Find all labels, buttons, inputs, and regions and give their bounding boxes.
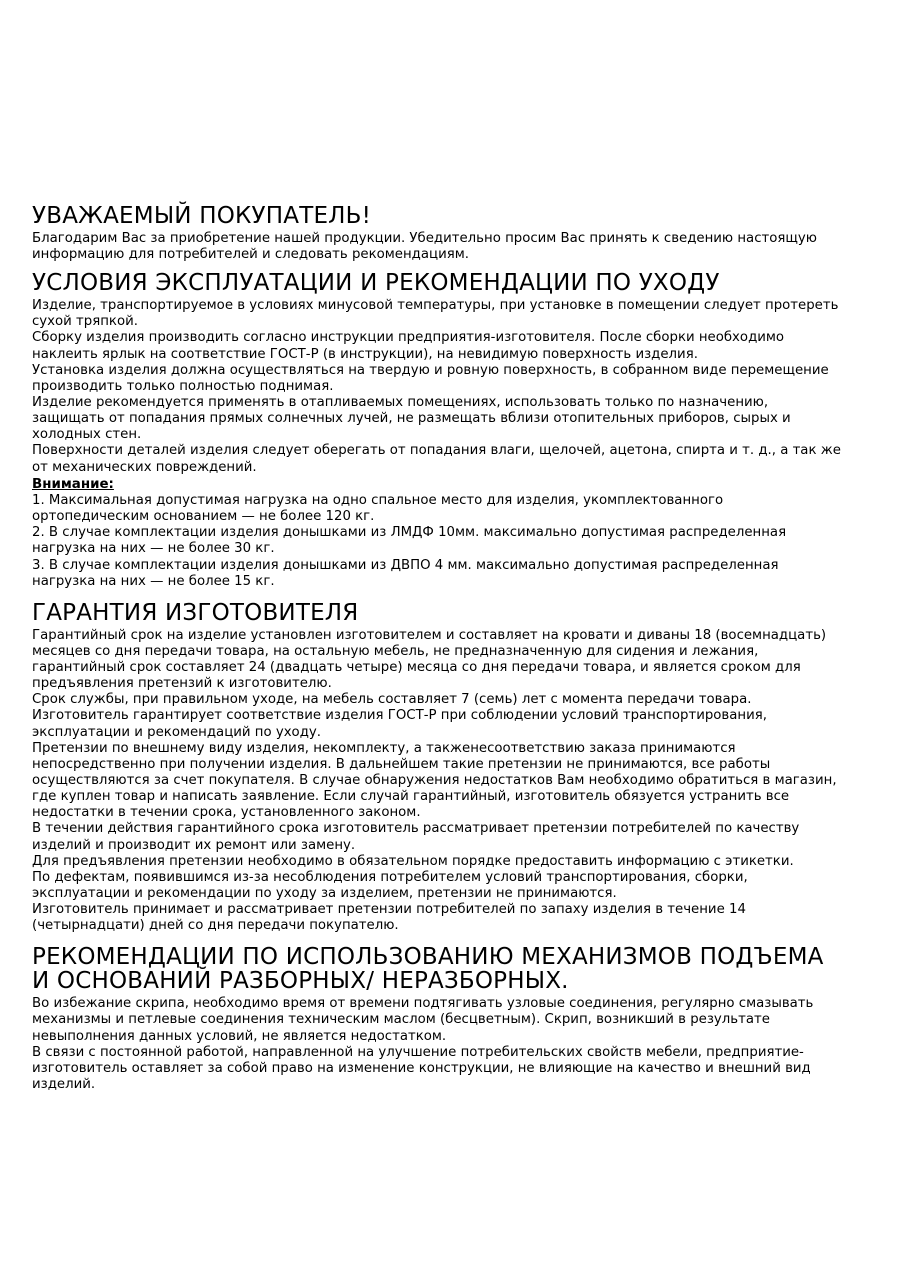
attention-item: 3. В случае комплектации изделия донышками из ДВПО 4 мм. максимально допустимая распределенная нагрузка на них — не более 15 кг.: [32, 557, 779, 589]
section-usage-heading: УСЛОВИЯ ЭКСПЛУАТАЦИИ И РЕКОМЕНДАЦИИ ПО УХОДУ: [32, 270, 720, 297]
section-warranty-heading: ГАРАНТИЯ ИЗГОТОВИТЕЛЯ: [32, 599, 359, 626]
section-warranty-paragraph: В течении действия гарантийного срока изготовитель рассматривает претензии потребителей по качеству изделий и производит их ремонт или замену.: [32, 821, 800, 853]
section-usage-paragraph: Поверхности деталей изделия следует оберегать от попадания влаги, щелочей, ацетона, спирта и т. д., а так же от механических повреждений.: [32, 443, 841, 475]
section-warranty-paragraph: Гарантийный срок на изделие установлен изготовителем и составляет на кровати и диваны 18 (восемнадцать) месяцев со дня передачи товара, на остальную мебель, не предназначенную для сидения и лежания, гарантийный срок составляет 24 (двадцать четыре) месяца со дня передачи товара, и является сроком для предъявления претензий к изготовителю.: [32, 627, 827, 692]
attention-label: Внимание:: [32, 476, 114, 492]
attention-item: 1. Максимальная допустимая нагрузка на одно спальное место для изделия, укомплектованного ортопедическим основанием — не более 120 кг.: [32, 492, 724, 525]
section-warranty-paragraph: Изготовитель принимает и рассматривает претензии потребителей по запаху изделия в течение 14 (четырнадцати) дней со дня передачи покупателю.: [32, 902, 746, 934]
section-greeting: [32, 205, 842, 263]
section-warranty-paragraph: По дефектам, появившимся из-за несоблюдения потребителем условий транспортирования, сборки, эксплуатации и рекомендации по уходу за изделием, претензии не принимаются.: [32, 869, 748, 901]
section-mechanisms-heading: РЕКОМЕНДАЦИИ ПО ИСПОЛЬЗОВАНИЮ МЕХАНИЗМОВ ПОДЪЕМА И ОСНОВАНИЙ РАЗБОРНЫХ/ НЕРАЗБОРНЫХ.: [32, 944, 824, 995]
section-usage: [32, 272, 842, 590]
section-warranty-paragraph: Для предъявления претензии необходимо в обязательном порядке предоставить информацию с этикетки.: [32, 853, 794, 869]
section-usage-paragraph: Установка изделия должна осуществляться на твердую и ровную поверхность, в собранном виде перемещение производить только полностью поднимая.: [32, 362, 829, 394]
section-mechanisms: [32, 946, 842, 1093]
section-warranty-paragraph: Изготовитель гарантирует соответствие изделия ГОСТ-Р при соблюдении условий транспортирования, эксплуатации и рекомендаций по уходу.: [32, 708, 767, 740]
section-mechanisms-paragraph: Во избежание скрипа, необходимо время от времени подтягивать узловые соединения, регулярно смазывать механизмы и петлевые соединения техническим маслом (бесцветным). Скрип, возникший в результате невыполнения данных условий, не является недостатком.: [32, 996, 814, 1044]
attention-item: 2. В случае комплектации изделия донышками из ЛМДФ 10мм. максимально допустимая распределенная нагрузка на них — не более 30 кг.: [32, 525, 787, 557]
section-warranty: [32, 599, 842, 935]
section-usage-paragraph: Изделие, транспортируемое в условиях минусовой температуры, при установке в помещении следует протереть сухой тряпкой.: [32, 298, 839, 330]
document-body: [32, 205, 842, 1093]
section-warranty-paragraph: Срок службы, при правильном уходе, на мебель составляет 7 (семь) лет с момента передачи товара.: [32, 692, 752, 708]
section-warranty-paragraph: Претензии по внешнему виду изделия, некомплекту, а такженесоответствию заказа принимаются непосредственно при получении изделия. В дальнейшем такие претензии не принимаются, все работы осуществляются за счет покупателя. В случае обнаружения недостатков Вам необходимо обратиться в магазин, где куплен товар и написать заявление. Если случай гарантийный, изготовитель обязуется устранить все недостатки в течении срока, установленного законом.: [32, 740, 837, 821]
section-mechanisms-paragraph: В связи с постоянной работой, направленной на улучшение потребительских свойств мебели, предприятие-изготовитель оставляет за собой право на изменение конструкции, не влияющие на качество и внешний вид изделий.: [32, 1044, 811, 1092]
section-usage-paragraph: Изделие рекомендуется применять в отапливаемых помещениях, использовать только по назначению, защищать от попадания прямых солнечных лучей, не размещать вблизи отопительных приборов, сырых и холодных стен.: [32, 394, 791, 443]
section-greeting-paragraph: Благодарим Вас за приобретение нашей продукции. Убедительно просим Вас принять к сведению настоящую информацию для потребителей и следовать рекомендациям.: [32, 230, 817, 263]
section-greeting-heading: УВАЖАЕМЫЙ ПОКУПАТЕЛЬ!: [32, 203, 372, 229]
section-usage-paragraph: Сборку изделия производить согласно инструкции предприятия-изготовителя. После сборки необходимо наклеить ярлык на соответствие ГОСТ-Р (в инструкции), на невидимую поверхность изделия.: [32, 330, 785, 362]
